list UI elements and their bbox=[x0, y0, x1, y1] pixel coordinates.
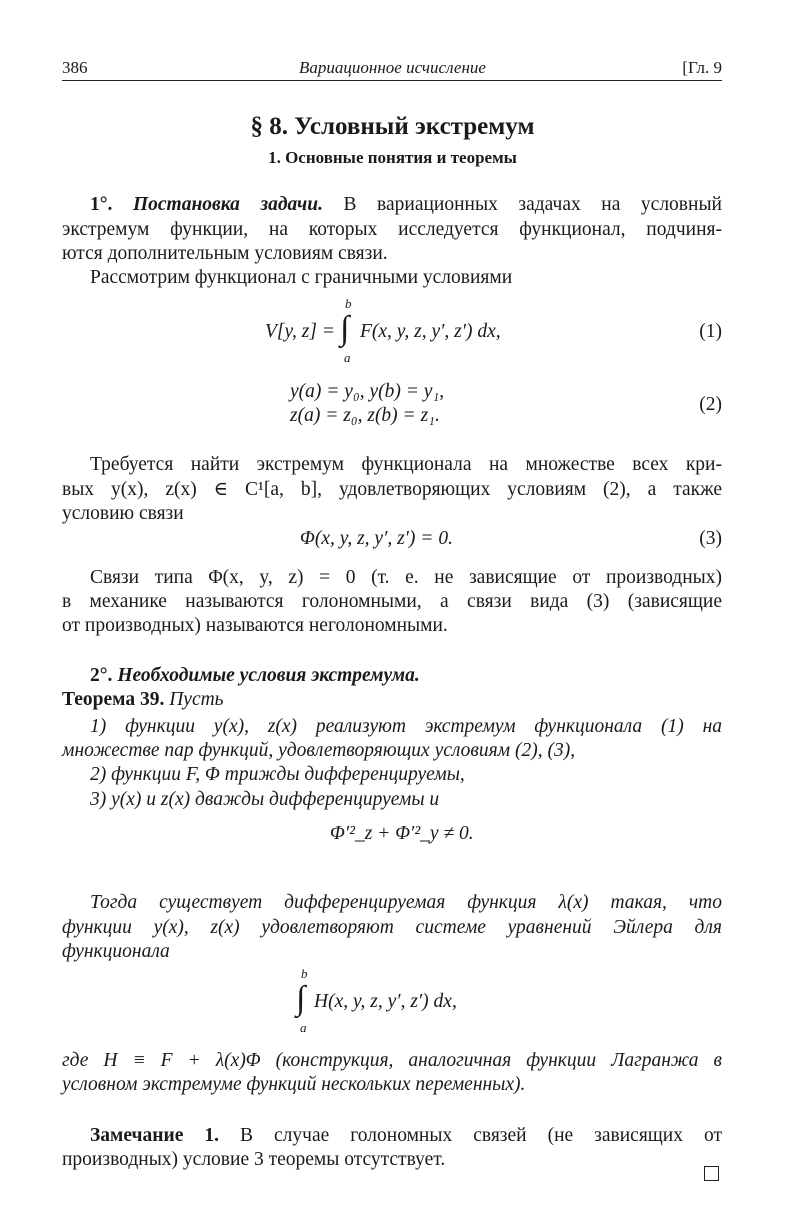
running-title: Вариационное исчисление bbox=[299, 58, 486, 77]
theorem-condition: Φ′²_z + Φ′²_y ≠ 0. bbox=[330, 823, 474, 844]
theorem-header bbox=[62, 688, 722, 712]
paragraph-line: Требуется найти экстремум функционала на множестве всех кри- bbox=[90, 454, 722, 475]
equation-number: (1) bbox=[699, 321, 722, 342]
integral-sign: ∫ bbox=[340, 310, 350, 347]
paragraph-line: экстремум функции, на которых исследуется функционал, подчиня- bbox=[62, 219, 722, 240]
equation-3: Φ(x, y, z, y′, z′) = 0. bbox=[300, 528, 453, 549]
equation-2-line: z(a) = z₀, z(b) = z₁. bbox=[290, 405, 440, 426]
theorem-item: 3) y(x) и z(x) дважды дифференцируемы и bbox=[90, 789, 440, 810]
paragraph-heading-line bbox=[62, 664, 722, 688]
upper-limit: b bbox=[301, 966, 308, 981]
text: В случае голономных связей (не зависящих от bbox=[240, 1125, 723, 1146]
integral-integrand: H(x, y, z, y′, z′) dx, bbox=[314, 991, 457, 1012]
item-number: 1°. bbox=[90, 194, 113, 215]
theorem-where-line: условном экстремуме функций нескольких переменных). bbox=[62, 1074, 526, 1095]
section-title: § 8. Условный экстремум bbox=[250, 113, 535, 140]
remark-label: Замечание 1. bbox=[90, 1125, 219, 1146]
paragraph-line: Рассмотрим функционал с граничными условиями bbox=[90, 267, 513, 288]
equation-1-integrand: F(x, y, z, y′, z′) dx, bbox=[360, 321, 501, 342]
paragraph-line: вых y(x), z(x) ∈ C¹[a, b], удовлетворяющих условиям (2), а также bbox=[62, 479, 722, 500]
qed-square-icon bbox=[704, 1166, 719, 1181]
theorem-intro: Пусть bbox=[169, 689, 224, 710]
equation-1-lhs: V[y, z] = bbox=[264, 321, 335, 342]
equation-2-line: y(a) = y₀, y(b) = y₁, bbox=[290, 381, 445, 402]
lower-limit: a bbox=[344, 350, 351, 365]
integral-sign: ∫ bbox=[296, 980, 306, 1017]
theorem-conclusion-line: Тогда существует дифференцируемая функция λ(x) такая, что bbox=[90, 892, 722, 913]
header-rule bbox=[62, 80, 722, 81]
remark-line bbox=[62, 1124, 722, 1148]
lower-limit: a bbox=[300, 1020, 307, 1035]
theorem-conclusion-line: функционала bbox=[62, 941, 170, 962]
paragraph-line: Связи типа Φ(x, y, z) = 0 (т. е. не зависящие от производных) bbox=[90, 567, 722, 588]
theorem-item: множестве пар функций, удовлетворяющих условиям (2), (3), bbox=[62, 740, 576, 761]
theorem-label: Теорема 39. bbox=[62, 689, 165, 710]
paragraph-heading: Постановка задачи. bbox=[132, 194, 323, 215]
equation-number: (3) bbox=[699, 528, 722, 549]
paragraph-line: в механике называются голономными, а связи вида (3) (зависящие bbox=[62, 591, 722, 612]
theorem-where-line: где H ≡ F + λ(x)Φ (конструкция, аналогичная функции Лагранжа в bbox=[62, 1050, 722, 1071]
paragraph-heading: Необходимые условия экстремума. bbox=[117, 665, 420, 686]
theorem-conclusion-line: функции y(x), z(x) удовлетворяют системе уравнений Эйлера для bbox=[62, 917, 722, 938]
subsection-title: 1. Основные понятия и теоремы bbox=[268, 148, 517, 167]
remark-line: производных) условие 3 теоремы отсутствует. bbox=[62, 1149, 446, 1170]
paragraph-line: от производных) называются неголономными. bbox=[62, 615, 448, 636]
chapter-label: [Гл. 9 bbox=[682, 58, 722, 77]
text: В вариационных задачах на условный bbox=[343, 194, 722, 215]
paragraph-line: ются дополнительным условиям связи. bbox=[62, 243, 388, 264]
paragraph-line: условию связи bbox=[62, 503, 184, 524]
paragraph-line bbox=[62, 193, 722, 217]
item-number: 2°. bbox=[90, 665, 113, 686]
page-number: 386 bbox=[62, 58, 88, 77]
theorem-item: 1) функции y(x), z(x) реализуют экстремум функционала (1) на bbox=[90, 716, 722, 737]
upper-limit: b bbox=[345, 296, 352, 311]
equation-number: (2) bbox=[699, 394, 722, 415]
theorem-item: 2) функции F, Φ трижды дифференцируемы, bbox=[90, 764, 465, 785]
